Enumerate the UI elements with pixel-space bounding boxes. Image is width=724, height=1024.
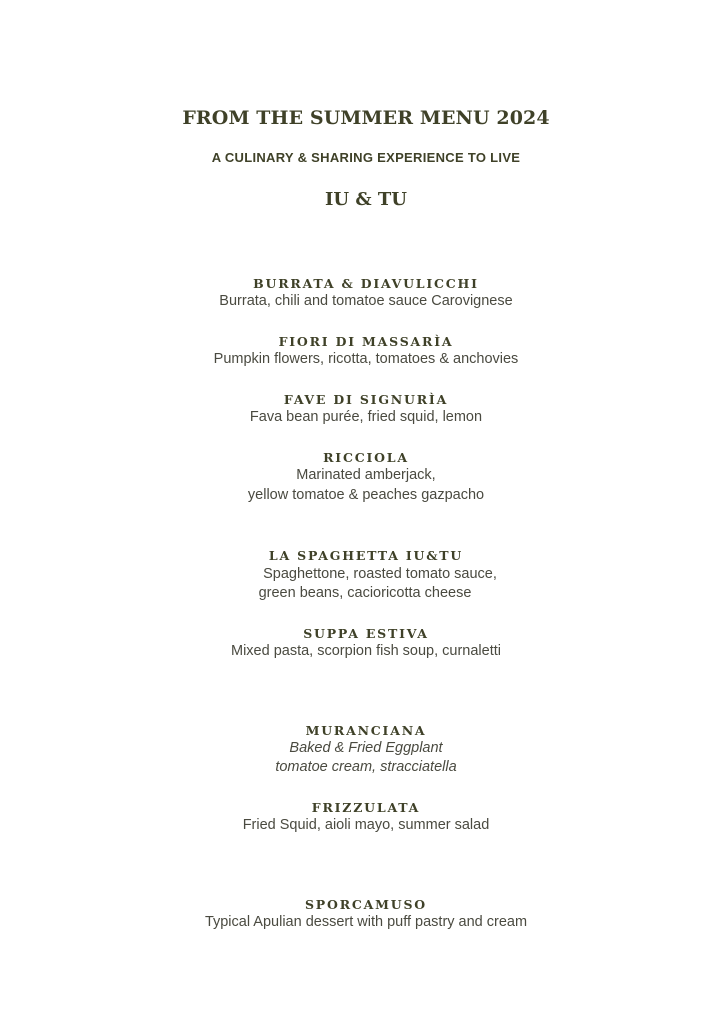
dish-description: Mixed pasta, scorpion fish soup, curnaletti <box>231 643 501 659</box>
dish-name: SUPPA ESTIVA <box>303 626 429 641</box>
dish-description: Typical Apulian dessert with puff pastry and cream <box>204 914 528 930</box>
dish-description: Baked & Fried Eggplant <box>289 740 443 756</box>
dish-name: FIORI DI MASSARÌA <box>278 334 454 349</box>
dish-description: Fried Squid, aioli mayo, summer salad <box>242 817 490 833</box>
menu-subtitle: A CULINARY & SHARING EXPERIENCE TO LIVE <box>211 150 521 165</box>
dish-name: LA SPAGHETTA IU&TU <box>268 548 464 563</box>
dish-name: MURANCIANA <box>305 723 427 738</box>
dish-name: SPORCAMUSO <box>304 897 427 912</box>
dish-name: FRIZZULATA <box>311 800 421 815</box>
dish-name: RICCIOLA <box>323 450 409 465</box>
dish-description: Pumpkin flowers, ricotta, tomatoes & anchovies <box>213 351 519 367</box>
dish-description: Fava bean purée, fried squid, lemon <box>249 409 483 425</box>
dish-name: BURRATA & DIAVULICCHI <box>253 276 479 291</box>
dish-description: tomatoe cream, stracciatella <box>275 759 457 775</box>
dish-description: Spaghettone, roasted tomato sauce, <box>263 566 497 582</box>
dish-description: yellow tomatoe & peaches gazpacho <box>247 487 485 503</box>
dish-description: green beans, cacioricotta cheese <box>258 585 472 601</box>
menu-title: FROM THE SUMMER MENU 2024 <box>182 107 550 129</box>
dish-description: Burrata, chili and tomatoe sauce Carovignese <box>219 293 513 309</box>
dish-description: Marinated amberjack, <box>296 467 436 483</box>
restaurant-name: IU & TU <box>325 189 407 210</box>
dish-name: FAVE DI SIGNURÌA <box>283 392 449 407</box>
